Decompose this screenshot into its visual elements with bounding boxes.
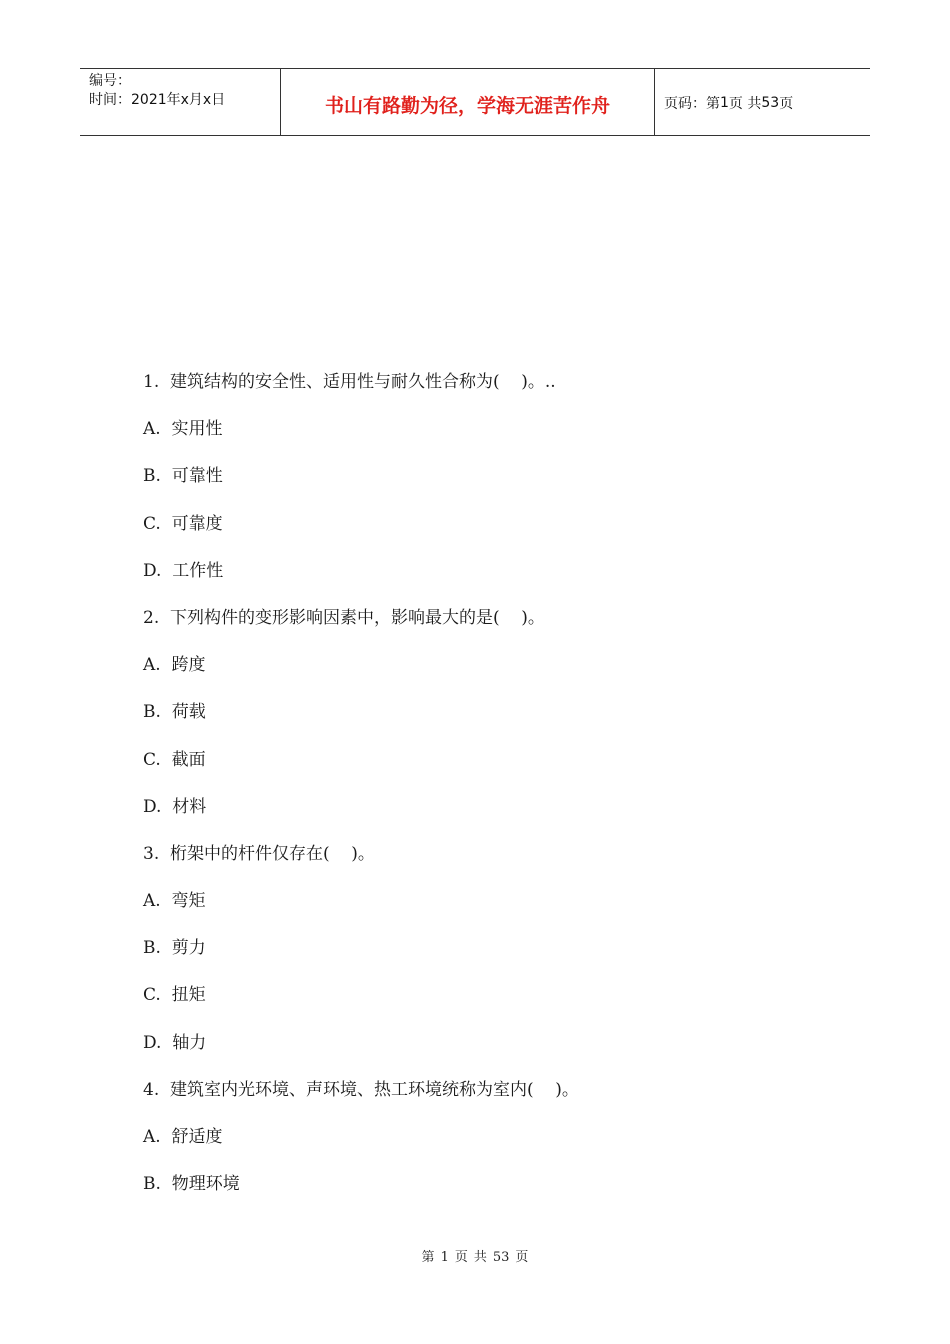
serial-label: 编号： (89, 73, 131, 89)
option-1d: D. 工作性 (143, 560, 224, 581)
option-3b: B. 剪力 (143, 938, 206, 959)
footer-word-gong: 共 (473, 1250, 487, 1265)
page-footer (0, 1246, 950, 1265)
option-2c: C. 截面 (143, 749, 206, 770)
footer-word-di: 第 (421, 1250, 435, 1265)
header-info-cell (80, 69, 281, 135)
date-label: 时间：2021年x月x日 (89, 92, 226, 108)
option-1a: A. 实用性 (143, 419, 223, 440)
question-1: 1. 建筑结构的安全性、适用性与耐久性合称为( )。.. (143, 372, 556, 392)
option-3a: A. 弯矩 (143, 891, 206, 912)
question-list (143, 370, 843, 1219)
page-total: 53 (761, 95, 780, 111)
option-4a: A. 舒适度 (143, 1127, 223, 1147)
question-4: 4. 建筑室内光环境、声环境、热工环境统称为室内( )。 (143, 1079, 579, 1100)
option-2d: D. 材料 (143, 796, 207, 817)
option-2b: B. 荷载 (143, 702, 206, 723)
page-number: 1 (720, 95, 729, 111)
page-prefix: 页码：第 (664, 96, 720, 112)
page-header (80, 68, 870, 136)
footer-page-total: 53 (492, 1250, 510, 1265)
header-motto: 书山有路勤为径，学海无涯苦作舟 (281, 69, 655, 135)
option-1b: B. 可靠性 (143, 466, 223, 487)
footer-page-number: 1 (440, 1250, 449, 1265)
option-1c: C. 可靠度 (143, 513, 223, 534)
page-suffix: 页 (779, 96, 794, 112)
header-page-indicator (655, 69, 870, 135)
question-2: 2. 下列构件的变形影响因素中，影响最大的是( )。 (143, 607, 545, 628)
question-3: 3. 桁架中的杆件仅存在( )。 (143, 843, 375, 864)
option-2a: A. 跨度 (143, 655, 206, 676)
option-3d: D. 轴力 (143, 1032, 207, 1053)
option-4b: B. 物理环境 (143, 1174, 240, 1195)
option-3c: C. 扭矩 (143, 985, 206, 1006)
footer-word-ye-2: 页 (515, 1250, 529, 1265)
footer-word-ye: 页 (454, 1250, 468, 1265)
page-mid: 页 共 (728, 96, 762, 112)
